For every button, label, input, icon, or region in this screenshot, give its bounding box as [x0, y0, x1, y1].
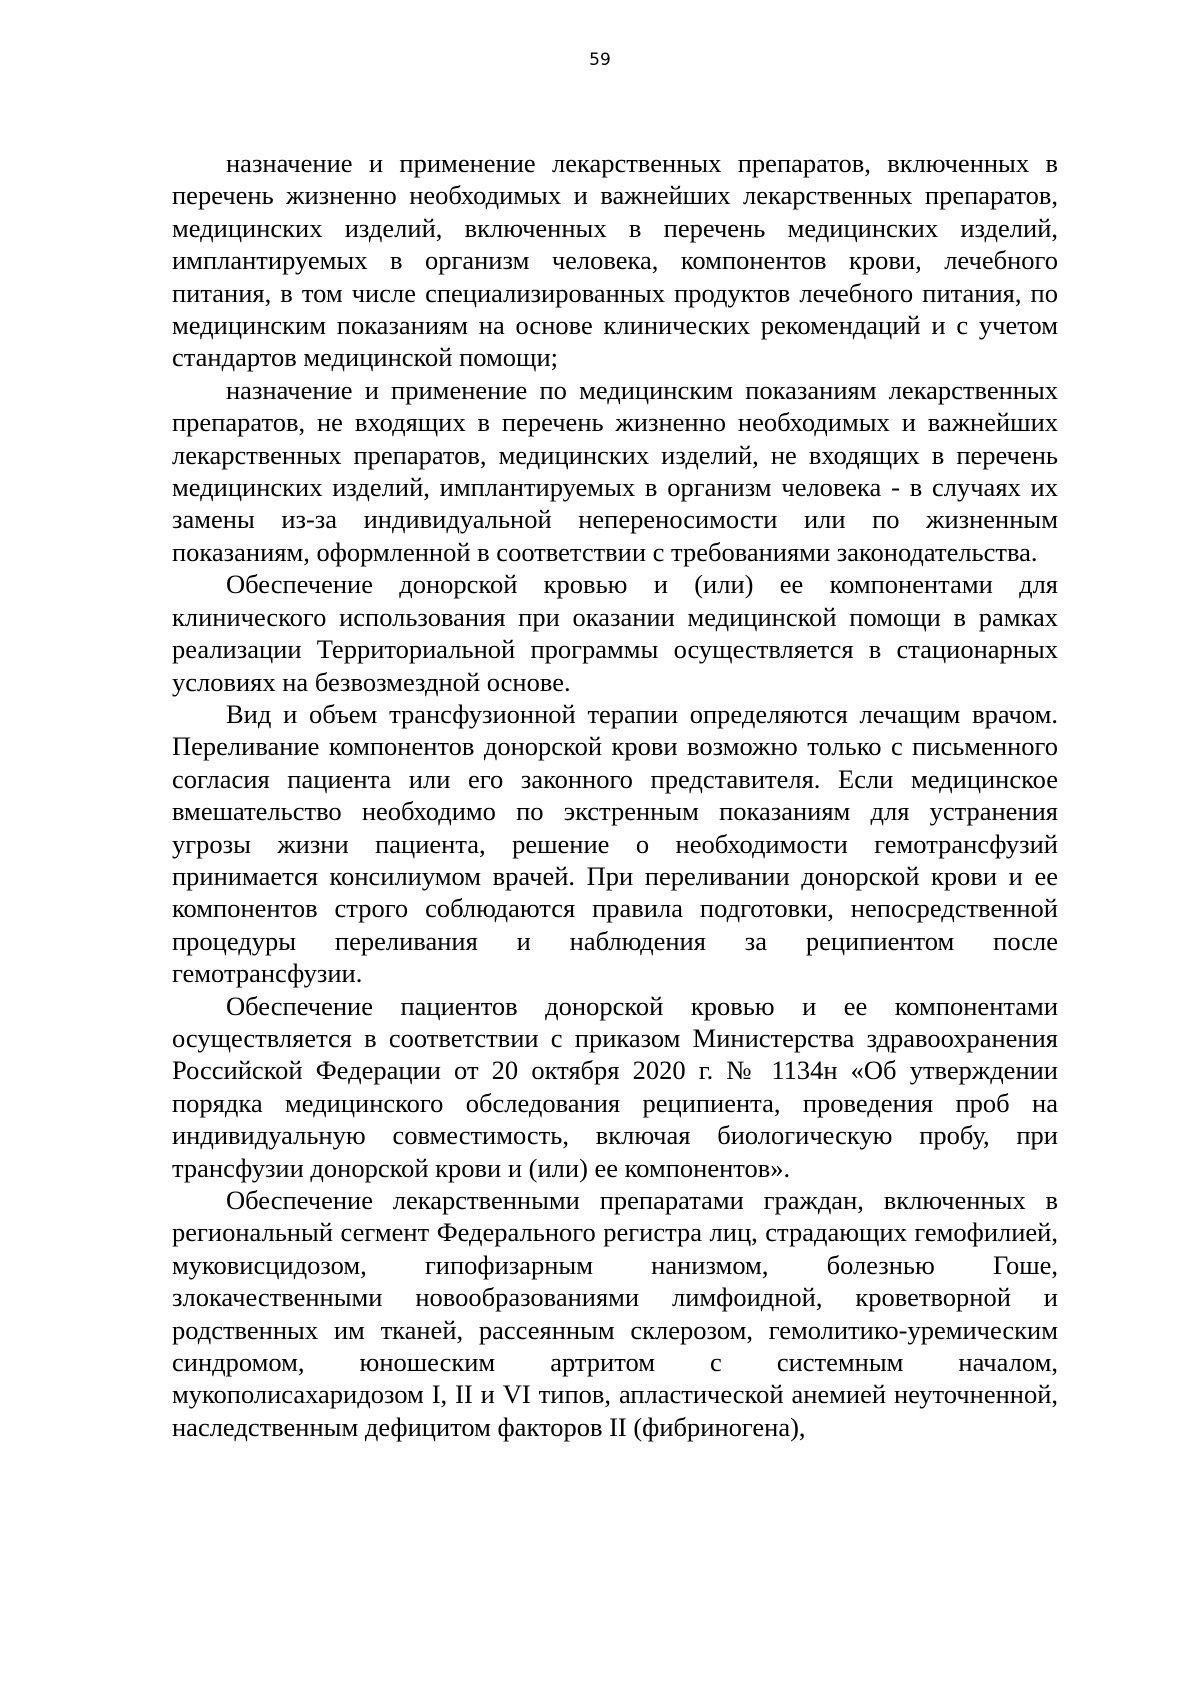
paragraph-transfusion-therapy: Вид и объем трансфузионной терапии определяются лечащим врачом. Переливание компонентов донорской крови возможно только с письменного согласия пациента или его законного представителя. Если медицинское вмешательство необходимо по экстренным показаниям для устранения угрозы жизни пациента, решение о необходимости гемотрансфузий принимается консилиумом врачей. При переливании донорской крови и ее компонентов строго соблюдаются правила подготовки, непосредственной процедуры переливания и наблюдения за реципиентом после гемотрансфузии.: [172, 698, 1058, 989]
document-body: [172, 147, 1058, 1443]
paragraph-ministry-order: Обеспечение пациентов донорской кровью и ее компонентами осуществляется в соответствии с приказом Министерства здравоохранения Российской Федерации от 20 октября 2020 г. № 1134н «Об утверждении порядка медицинского обследования реципиента, проведения проб на индивидуальную совместимость, включая биологическую пробу, при трансфузии донорской крови и (или) ее компонентов».: [172, 990, 1058, 1183]
paragraph-prescription-nonessential-drugs: назначение и применение по медицинским показаниям лекарственных препаратов, не входящих в перечень жизненно необходимых и важнейших лекарственных препаратов, медицинских изделий, не входящих в перечень медицинских изделий, имплантируемых в организм человека - в случаях их замены из-за индивидуальной непереносимости или по жизненным показаниям, оформленной в соответствии с требованиями законодательства.: [172, 374, 1058, 567]
paragraph-drug-provision-registry: Обеспечение лекарственными препаратами граждан, включенных в региональный сегмент Федерального регистра лиц, страдающих гемофилией, муковисцидозом, гипофизарным нанизмом, болезнью Гоше, злокачественными новообразованиями лимфоидной, кроветворной и родственных им тканей, рассеянным склерозом, гемолитико-уремическим синдромом, юношеским артритом с системным началом, мукополисахаридозом I, II и VI типов, апластической анемией неуточненной, наследственным дефицитом факторов II (фибриногена),: [172, 1185, 1058, 1442]
paragraph-donor-blood-provision: Обеспечение донорской кровью и (или) ее компонентами для клинического использования при оказании медицинской помощи в рамках реализации Территориальной программы осуществляется в стационарных условиях на безвозмездной основе.: [172, 569, 1058, 697]
paragraph-prescription-essential-drugs: назначение и применение лекарственных препаратов, включенных в перечень жизненно необходимых и важнейших лекарственных препаратов, медицинских изделий, включенных в перечень медицинских изделий, имплантируемых в организм человека, компонентов крови, лечебного питания, в том числе специализированных продуктов лечебного питания, по медицинским показаниям на основе клинических рекомендаций и с учетом стандартов медицинской помощи;: [172, 148, 1058, 373]
page-number: 59: [589, 50, 611, 70]
